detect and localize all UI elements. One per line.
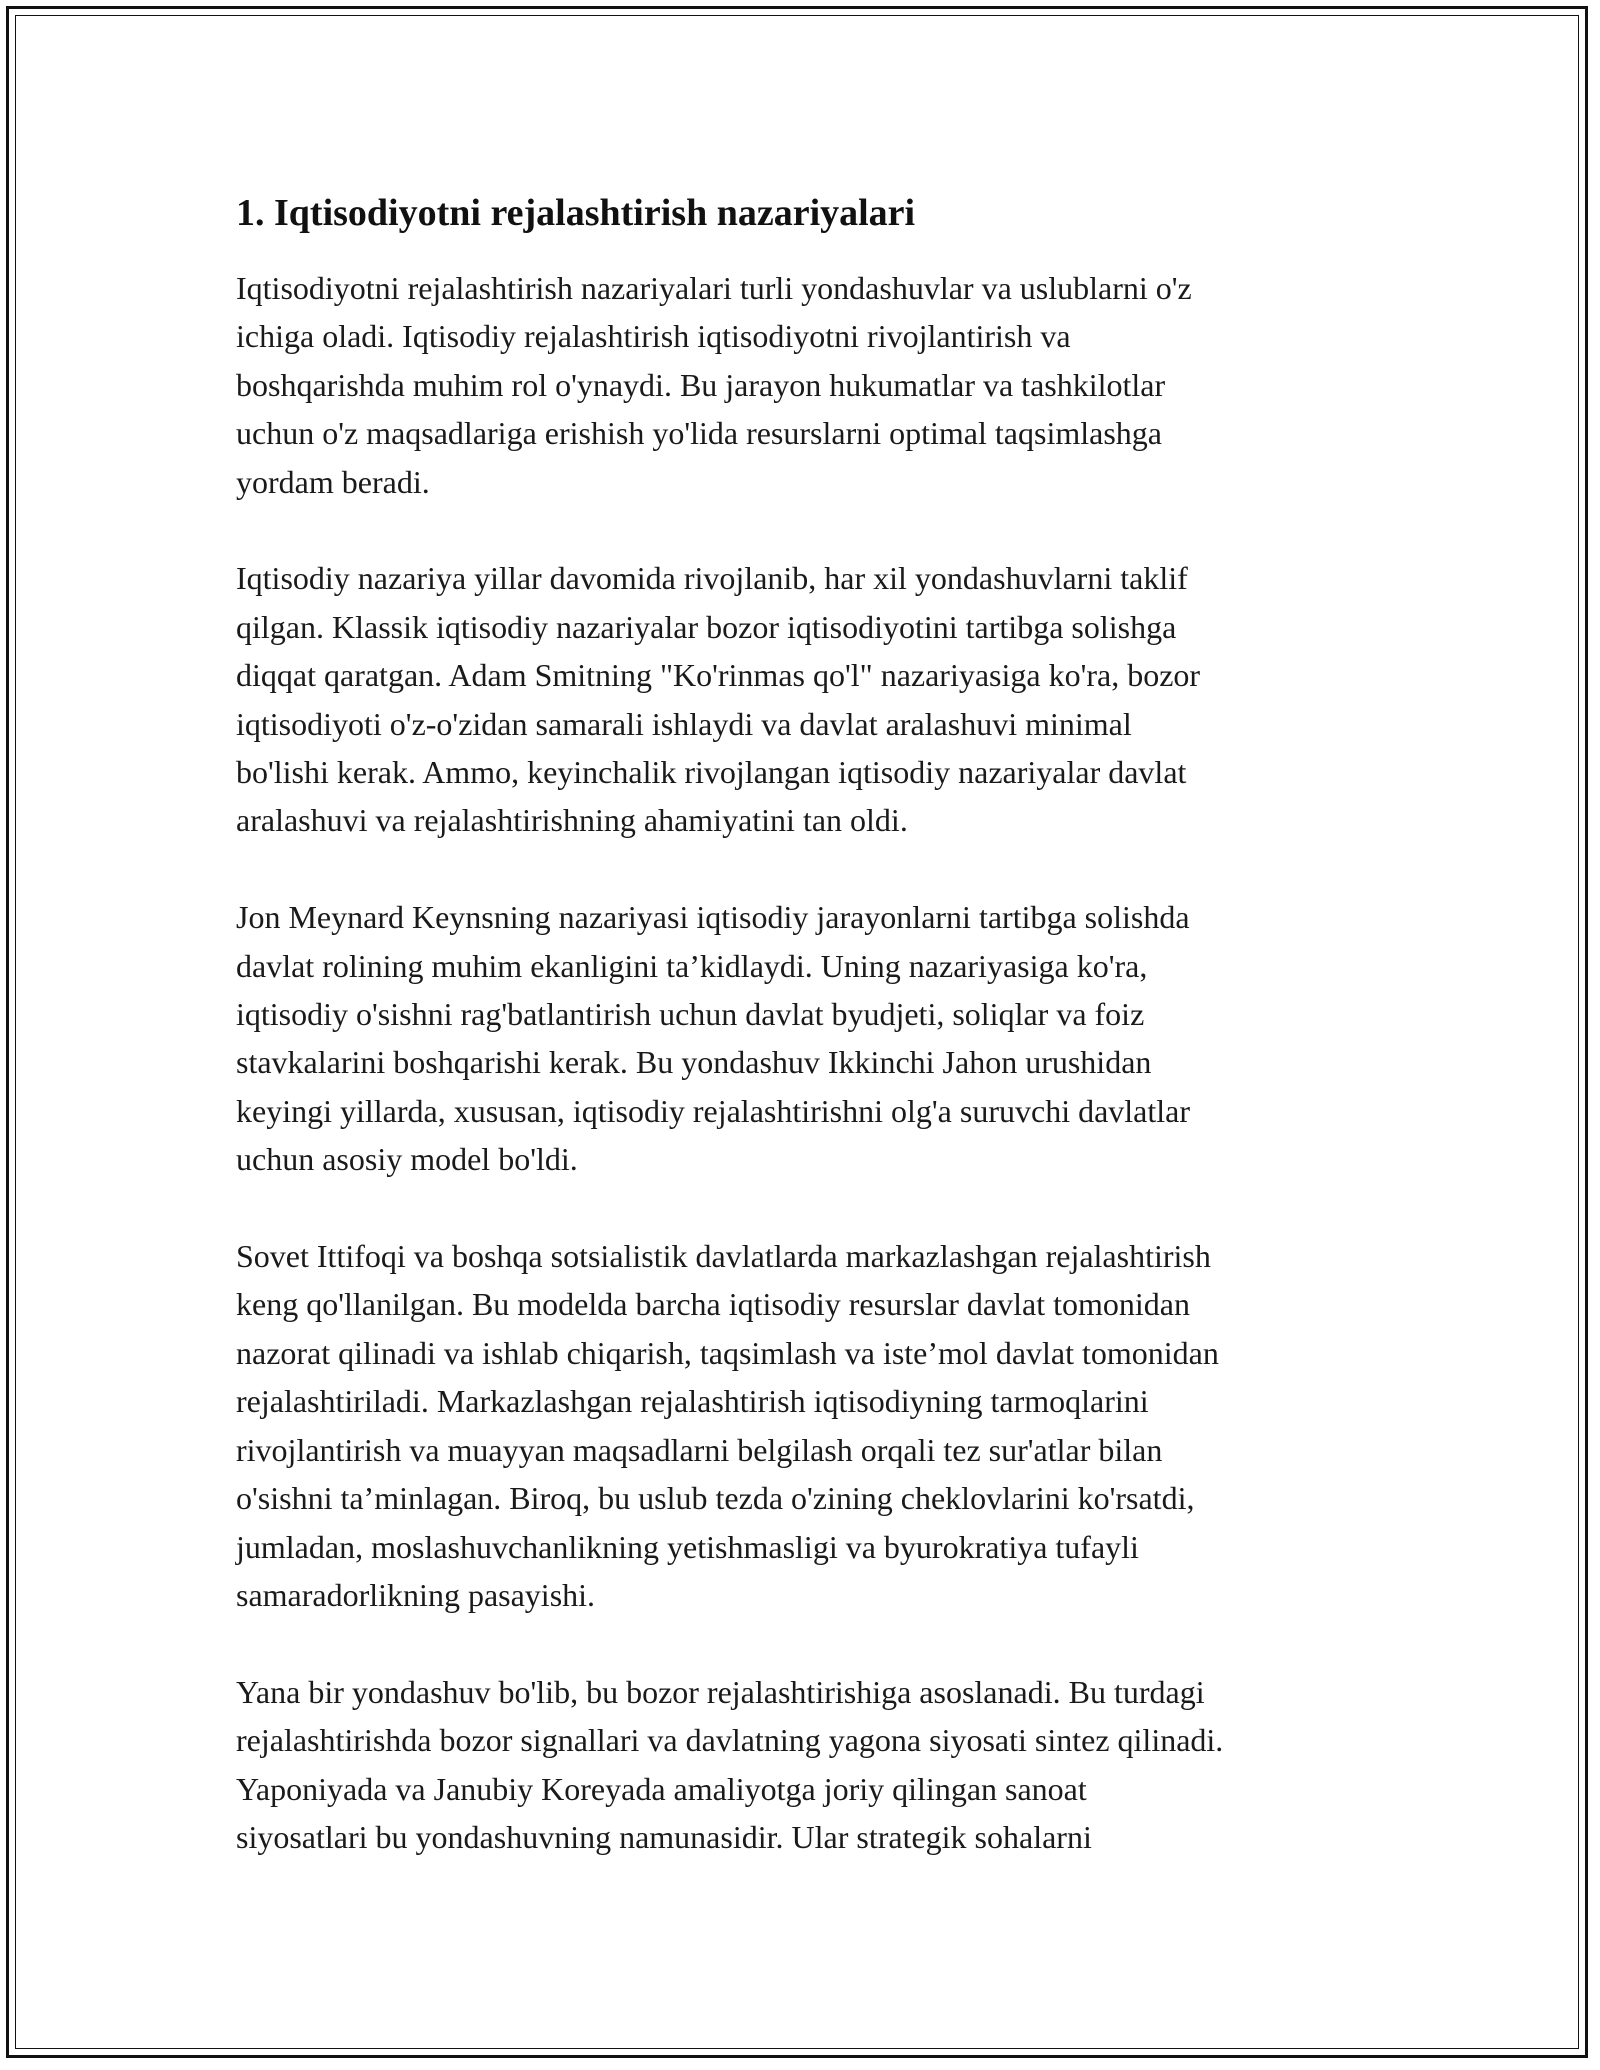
text-line: Yana bir yondashuv bo'lib, bu bozor rejalashtirishiga asoslanadi. Bu turdagi <box>236 1673 1205 1710</box>
text-line: o'sishni ta’minlagan. Biroq, bu uslub tezda o'zining cheklovlarini ko'rsatdi, <box>236 1480 1195 1517</box>
text-line: rejalashtiriladi. Markazlashgan rejalashtirish iqtisodiyning tarmoqlarini <box>236 1383 1149 1420</box>
text-line: Iqtisodiy nazariya yillar davomida rivojlanib, har xil yondashuvlarni taklif <box>236 560 1188 597</box>
text-line: yordam beradi. <box>236 463 430 500</box>
text-line: uchun o'z maqsadlariga erishish yo'lida resurslarni optimal taqsimlashga <box>236 415 1162 452</box>
text-line: rivojlantirish va muayyan maqsadlarni belgilash orqali tez sur'atlar bilan <box>236 1431 1163 1468</box>
text-line: iqtisodiy o'sishni rag'batlantirish uchun davlat byudjeti, soliqlar va foiz <box>236 996 1145 1033</box>
text-line: Sovet Ittifoqi va boshqa sotsialistik davlatlarda markazlashgan rejalashtirish <box>236 1238 1211 1275</box>
text-line: boshqarishda muhim rol o'ynaydi. Bu jarayon hukumatlar va tashkilotlar <box>236 366 1166 403</box>
paragraph-5 <box>236 1668 1386 1862</box>
text-line: stavkalarini boshqarishi kerak. Bu yondashuv Ikkinchi Jahon urushidan <box>236 1044 1152 1081</box>
text-line: siyosatlari bu yondashuvning namunasidir. Ular strategik sohalarni <box>236 1818 1092 1855</box>
text-line: keng qo'llanilgan. Bu modelda barcha iqtisodiy resurslar davlat tomonidan <box>236 1286 1190 1323</box>
text-line: Iqtisodiyotni rejalashtirish nazariyalari turli yondashuvlar va uslublarni o'z <box>236 270 1192 306</box>
text-line: diqqat qaratgan. Adam Smitning "Ko'rinmas qo'l" nazariyasiga ko'ra, bozor <box>236 657 1201 694</box>
text-line: iqtisodiyoti o'z-o'zidan samarali ishlaydi va davlat aralashuvi minimal <box>236 705 1132 742</box>
text-line: jumladan, moslashuvchanlikning yetishmasligi va byurokratiya tufayli <box>236 1528 1139 1565</box>
text-line: qilgan. Klassik iqtisodiy nazariyalar bozor iqtisodiyotini tartibga solishga <box>236 608 1177 645</box>
text-line: rejalashtirishda bozor signallari va davlatning yagona siyosati sintez qilinadi. <box>236 1722 1224 1759</box>
text-line: aralashuvi va rejalashtirishning ahamiyatini tan oldi. <box>236 802 908 839</box>
text-line: Jon Meynard Keynsning nazariyasi iqtisodiy jarayonlarni tartibga solishda <box>236 899 1190 936</box>
section-heading: 1. Iqtisodiyotni rejalashtirish nazariyalari <box>236 192 916 234</box>
paragraph-3 <box>236 893 1386 1183</box>
text-line: nazorat qilinadi va ishlab chiqarish, taqsimlash va iste’mol davlat tomonidan <box>236 1334 1219 1371</box>
paragraph-4 <box>236 1232 1386 1619</box>
document-body <box>236 188 1386 1861</box>
text-line: ichiga oladi. Iqtisodiy rejalashtirish iqtisodiyotni rivojlantirish va <box>236 318 1071 355</box>
text-line: bo'lishi kerak. Ammo, keyinchalik rivojlangan iqtisodiy nazariyalar davlat <box>236 754 1187 791</box>
text-line: Yaponiyada va Janubiy Koreyada amaliyotga joriy qilingan sanoat <box>236 1770 1087 1807</box>
paragraph-1 <box>236 264 1386 506</box>
text-line: samaradorlikning pasayishi. <box>236 1576 596 1613</box>
text-line: keyingi yillarda, xususan, iqtisodiy rejalashtirishni olg'a suruvchi davlatlar <box>236 1092 1191 1129</box>
text-line: davlat rolining muhim ekanligini ta’kidlaydi. Uning nazariyasiga ko'ra, <box>236 947 1148 984</box>
paragraph-2 <box>236 554 1386 844</box>
text-line: uchun asosiy model bo'ldi. <box>236 1141 578 1178</box>
